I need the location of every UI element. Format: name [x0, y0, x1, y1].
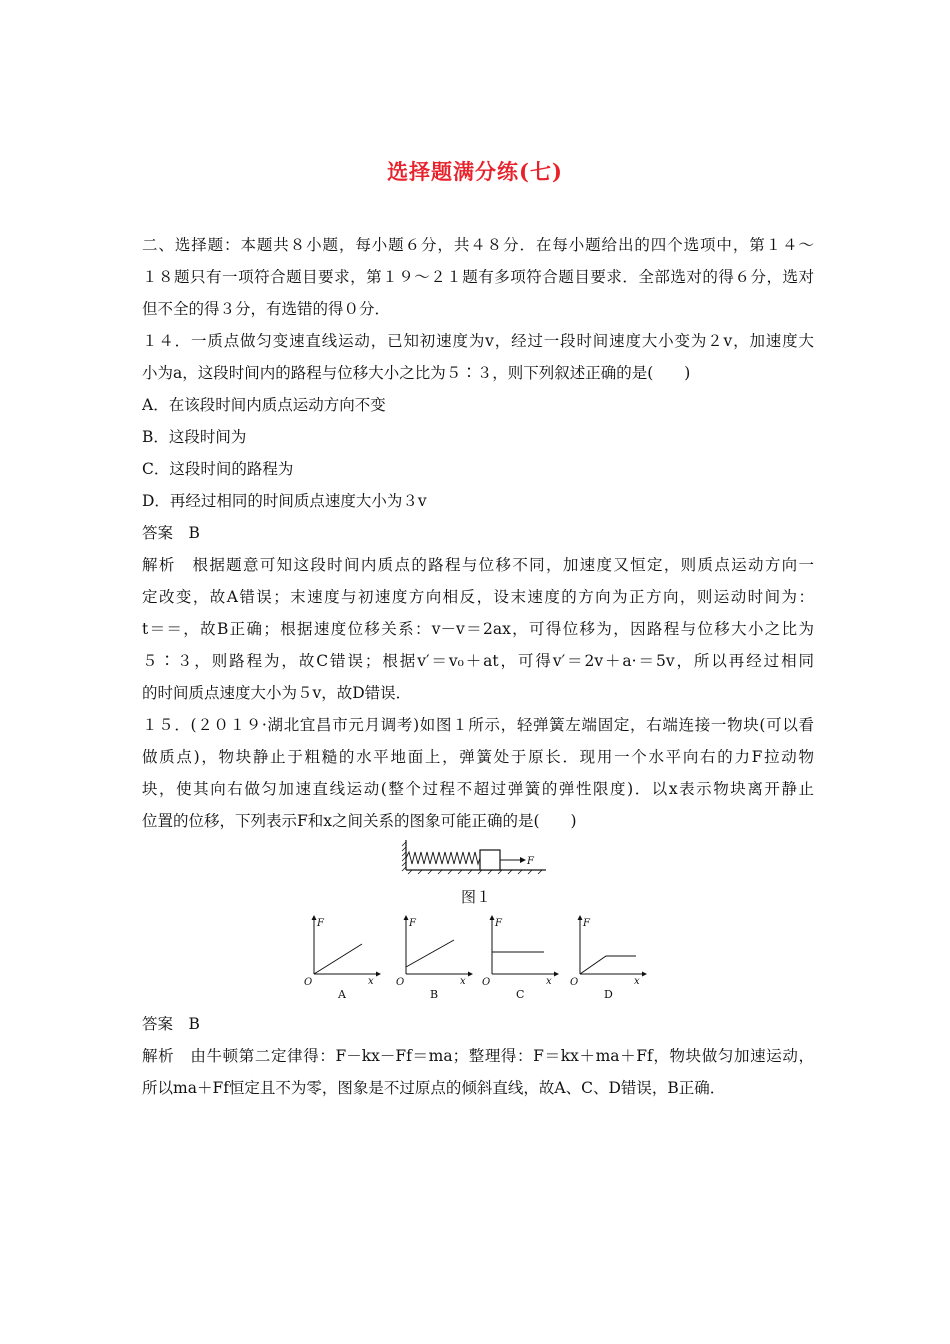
- graph-d: [568, 912, 652, 1002]
- text-line: B．这段时间为: [142, 428, 247, 446]
- text-line: 定改变，故A错误；末速度与初速度方向相反，设末速度的方向为正方向，则运动时间为：: [142, 588, 814, 606]
- graph-b: [394, 912, 478, 1002]
- graph-a: [302, 912, 386, 1002]
- graph-c: [480, 912, 564, 1002]
- spring: [406, 852, 480, 864]
- text-line: 二、选择题：本题共８小题，每小题６分，共４８分．在每小题给出的四个选项中，第１４～: [142, 236, 814, 254]
- graph-curve: [406, 940, 454, 967]
- text-line: ５∶３，则路程为，故C错误；根据v′＝v₀＋at，可得v′＝2v＋a·＝5v，所以再经过相同: [142, 652, 814, 670]
- origin-label: O: [570, 977, 579, 988]
- x-axis-label: x: [546, 976, 552, 987]
- figure-1-caption: 图１: [461, 888, 492, 906]
- text-line: 但不全的得３分，有选错的得０分．: [142, 300, 391, 318]
- page-title: 选择题满分练(七): [387, 159, 563, 184]
- text-line: 小为a，这段时间内的路程与位移大小之比为５∶３，则下列叙述正确的是( ): [142, 364, 691, 382]
- block: [480, 850, 500, 870]
- origin-label: O: [304, 977, 313, 988]
- graph-curve: [314, 944, 362, 974]
- text-line: 答案 B: [142, 1015, 200, 1033]
- y-axis-label: F: [583, 918, 590, 929]
- text-line: 答案 B: [142, 524, 200, 542]
- y-axis-label: F: [317, 918, 324, 929]
- text-line: D．再经过相同的时间质点速度大小为３v: [142, 492, 427, 510]
- x-axis-label: x: [634, 976, 640, 987]
- x-axis-label: x: [368, 976, 374, 987]
- option-label: C: [516, 988, 525, 1001]
- x-axis-label: x: [460, 976, 466, 987]
- option-label: A: [338, 988, 346, 1001]
- origin-label: O: [396, 977, 405, 988]
- text-line: 所以ma＋Ff恒定且不为零，图象是不过原点的倾斜直线，故A、C、D错误，B正确．: [142, 1079, 726, 1097]
- text-line: 位置的位移，下列表示F和x之间关系的图象可能正确的是( ): [142, 812, 577, 830]
- text-line: A．在该段时间内质点运动方向不变: [142, 396, 386, 414]
- option-label: D: [604, 988, 613, 1001]
- text-line: 块，使其向右做匀加速直线运动(整个过程不超过弹簧的弹性限度)．以x表示物块离开静止: [142, 780, 814, 798]
- option-label: B: [430, 988, 439, 1001]
- origin-label: O: [482, 977, 491, 988]
- text-line: 解析 根据题意可知这段时间内质点的路程与位移不同，加速度又恒定，则质点运动方向一: [142, 556, 814, 574]
- graph-curve: [580, 956, 636, 974]
- text-line: C．这段时间的路程为: [142, 460, 294, 478]
- text-line: t＝＝，故B正确；根据速度位移关系：v－v＝2ax，可得位移为，因路程与位移大小之比为: [142, 620, 814, 638]
- figure-1-spring-block: [400, 838, 550, 876]
- text-line: １８题只有一项符合题目要求，第１９～２１题有多项符合题目要求．全部选对的得６分，选对: [142, 268, 814, 286]
- text-line: 做质点)，物块静止于粗糙的水平地面上，弹簧处于原长．现用一个水平向右的力F拉动物: [142, 748, 814, 766]
- y-axis-label: F: [495, 918, 502, 929]
- text-line: 的时间质点速度大小为５v，故D错误．: [142, 684, 412, 702]
- y-axis-label: F: [409, 918, 416, 929]
- text-line: １５．(２０１９·湖北宜昌市元月调考)如图１所示，轻弹簧左端固定，右端连接一物块(可以看: [142, 716, 814, 734]
- text-line: 解析 由牛顿第二定律得：F－kx－Ff＝ma；整理得：F＝kx＋ma＋Ff，物块做匀加速运动，: [142, 1047, 814, 1065]
- text-line: １４．一质点做匀变速直线运动，已知初速度为v，经过一段时间速度大小变为２v，加速度大: [142, 332, 814, 350]
- force-label: F: [527, 856, 534, 867]
